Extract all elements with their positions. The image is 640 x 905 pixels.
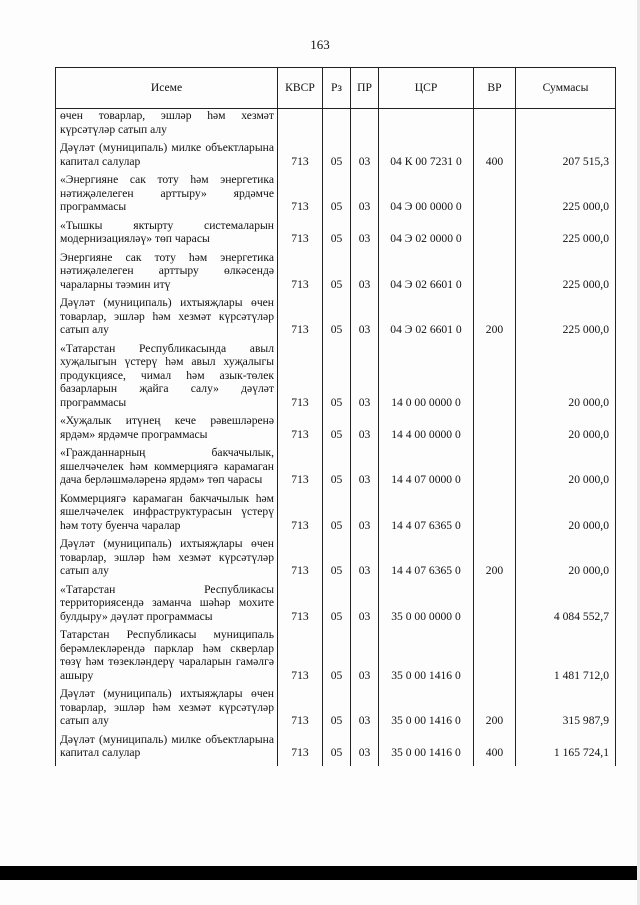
cell-vr bbox=[474, 248, 516, 294]
cell-vr bbox=[474, 170, 516, 216]
table-row bbox=[56, 138, 616, 170]
table-body bbox=[56, 109, 616, 766]
cell-sum: 20 000,0 bbox=[516, 443, 616, 489]
cell-pr: 03 bbox=[351, 580, 379, 626]
page-number: 163 bbox=[310, 37, 330, 52]
cell-vr: 200 bbox=[474, 684, 516, 730]
cell-kvsr: 713 bbox=[278, 293, 323, 339]
cell-rz: 05 bbox=[323, 248, 351, 294]
cell-csr: 35 0 00 1416 0 bbox=[379, 625, 474, 684]
table-row bbox=[56, 170, 616, 216]
cell-rz: 05 bbox=[323, 489, 351, 535]
cell-name: Дәүләт (муниципаль) ихтыяҗлары өчен товарлар, эшләр һәм хезмәт күрсәтүләр сатып алу bbox=[56, 534, 278, 580]
cell-rz: 05 bbox=[323, 625, 351, 684]
cell-pr: 03 bbox=[351, 534, 379, 580]
cell-kvsr: 713 bbox=[278, 248, 323, 294]
cell-name: «Татарстан Республикасы территориясендә заманча шәһәр мохите булдыру» дәүләт программасы bbox=[56, 580, 278, 626]
header-rz: Рз bbox=[323, 68, 351, 109]
cell-sum: 20 000,0 bbox=[516, 534, 616, 580]
cell-rz: 05 bbox=[323, 443, 351, 489]
cell-sum: 225 000,0 bbox=[516, 248, 616, 294]
cell-pr: 03 bbox=[351, 730, 379, 766]
cell-vr bbox=[474, 411, 516, 443]
cell-csr: 04 Э 00 0000 0 bbox=[379, 170, 474, 216]
cell-kvsr: 713 bbox=[278, 138, 323, 170]
cell-name: «Хуҗалык итүнең кече рәвешләренә ярдәм» ярдәмче программасы bbox=[56, 411, 278, 443]
cell-kvsr: 713 bbox=[278, 534, 323, 580]
cell-sum: 1 481 712,0 bbox=[516, 625, 616, 684]
cell-pr: 03 bbox=[351, 170, 379, 216]
cell-sum: 20 000,0 bbox=[516, 489, 616, 535]
cell-csr bbox=[379, 109, 474, 139]
cell-csr: 35 0 00 1416 0 bbox=[379, 730, 474, 766]
cell-name: «Тышкы яктырту системаларын модернизацияләү» төп чарасы bbox=[56, 216, 278, 248]
cell-csr: 04 Э 02 0000 0 bbox=[379, 216, 474, 248]
cell-rz bbox=[323, 109, 351, 139]
cell-name: «Гражданнарның бакчачылык, яшелчәчелек һәм коммерциягә карамаган дача берләшмәләренә ярдәм» төп чарасы bbox=[56, 443, 278, 489]
table-header-row bbox=[56, 68, 616, 109]
cell-vr: 200 bbox=[474, 534, 516, 580]
cell-sum: 1 165 724,1 bbox=[516, 730, 616, 766]
cell-csr: 14 4 00 0000 0 bbox=[379, 411, 474, 443]
cell-rz: 05 bbox=[323, 170, 351, 216]
header-vr: ВР bbox=[474, 68, 516, 109]
cell-pr: 03 bbox=[351, 411, 379, 443]
cell-name: Дәүләт (муниципаль) милке объектларына капитал салулар bbox=[56, 730, 278, 766]
cell-sum: 207 515,3 bbox=[516, 138, 616, 170]
cell-rz: 05 bbox=[323, 293, 351, 339]
cell-sum: 20 000,0 bbox=[516, 339, 616, 412]
cell-sum: 225 000,0 bbox=[516, 216, 616, 248]
cell-csr: 35 0 00 0000 0 bbox=[379, 580, 474, 626]
cell-kvsr: 713 bbox=[278, 443, 323, 489]
cell-rz: 05 bbox=[323, 339, 351, 412]
cell-kvsr: 713 bbox=[278, 411, 323, 443]
table-row bbox=[56, 730, 616, 766]
header-pr: ПР bbox=[351, 68, 379, 109]
cell-name: «Энергияне сак тоту һәм энергетика нәтиҗәлелеген арттыру» ярдәмче программасы bbox=[56, 170, 278, 216]
cell-kvsr: 713 bbox=[278, 170, 323, 216]
cell-rz: 05 bbox=[323, 216, 351, 248]
cell-name: Коммерциягә карамаган бакчачылык һәм яшелчәчелек инфраструктурасын үстерү һәм тоту буенча чаралар bbox=[56, 489, 278, 535]
cell-rz: 05 bbox=[323, 534, 351, 580]
table-row bbox=[56, 293, 616, 339]
cell-vr bbox=[474, 216, 516, 248]
cell-name: Дәүләт (муниципаль) милке объектларына капитал салулар bbox=[56, 138, 278, 170]
cell-name: Дәүләт (муниципаль) ихтыяҗлары өчен товарлар, эшләр һәм хезмәт күрсәтүләр сатып алу bbox=[56, 293, 278, 339]
cell-name: «Татарстан Республикасында авыл хуҗалыгын үстерү һәм авыл хуҗалыгы продукциясе, чимал һәм азык-төлек базарларын җайга салу» дәүләт программасы bbox=[56, 339, 278, 412]
table-row bbox=[56, 248, 616, 294]
cell-pr: 03 bbox=[351, 625, 379, 684]
cell-pr: 03 bbox=[351, 138, 379, 170]
table-row bbox=[56, 625, 616, 684]
cell-csr: 04 Э 02 6601 0 bbox=[379, 248, 474, 294]
cell-sum: 315 987,9 bbox=[516, 684, 616, 730]
cell-kvsr: 713 bbox=[278, 684, 323, 730]
cell-vr bbox=[474, 109, 516, 139]
cell-sum bbox=[516, 109, 616, 139]
table-row bbox=[56, 580, 616, 626]
table-row bbox=[56, 489, 616, 535]
cell-pr: 03 bbox=[351, 339, 379, 412]
cell-sum: 225 000,0 bbox=[516, 293, 616, 339]
cell-vr bbox=[474, 625, 516, 684]
cell-rz: 05 bbox=[323, 580, 351, 626]
cell-kvsr: 713 bbox=[278, 580, 323, 626]
cell-csr: 04 К 00 7231 0 bbox=[379, 138, 474, 170]
cell-pr: 03 bbox=[351, 293, 379, 339]
cell-csr: 14 4 07 0000 0 bbox=[379, 443, 474, 489]
cell-csr: 35 0 00 1416 0 bbox=[379, 684, 474, 730]
cell-rz: 05 bbox=[323, 138, 351, 170]
cell-rz: 05 bbox=[323, 411, 351, 443]
cell-sum: 20 000,0 bbox=[516, 411, 616, 443]
cell-kvsr: 713 bbox=[278, 625, 323, 684]
cell-vr: 400 bbox=[474, 138, 516, 170]
cell-vr: 200 bbox=[474, 293, 516, 339]
table-row bbox=[56, 684, 616, 730]
cell-vr bbox=[474, 489, 516, 535]
cell-csr: 14 0 00 0000 0 bbox=[379, 339, 474, 412]
cell-kvsr: 713 bbox=[278, 339, 323, 412]
cell-name: Дәүләт (муниципаль) ихтыяҗлары өчен товарлар, эшләр һәм хезмәт күрсәтүләр сатып алу bbox=[56, 684, 278, 730]
table-row bbox=[56, 339, 616, 412]
table-row bbox=[56, 534, 616, 580]
cell-sum: 4 084 552,7 bbox=[516, 580, 616, 626]
cell-vr bbox=[474, 580, 516, 626]
cell-pr: 03 bbox=[351, 443, 379, 489]
cell-csr: 14 4 07 6365 0 bbox=[379, 534, 474, 580]
cell-csr: 14 4 07 6365 0 bbox=[379, 489, 474, 535]
cell-name: Энергияне сак тоту һәм энергетика нәтиҗәлелеген арттыру өлкәсендә чараларны тәэмин итү bbox=[56, 248, 278, 294]
table-row bbox=[56, 109, 616, 139]
cell-kvsr: 713 bbox=[278, 730, 323, 766]
cell-vr bbox=[474, 443, 516, 489]
cell-pr bbox=[351, 109, 379, 139]
cell-rz: 05 bbox=[323, 684, 351, 730]
cell-rz: 05 bbox=[323, 730, 351, 766]
header-sum: Суммасы bbox=[516, 68, 616, 109]
cell-kvsr: 713 bbox=[278, 216, 323, 248]
cell-pr: 03 bbox=[351, 216, 379, 248]
cell-vr: 400 bbox=[474, 730, 516, 766]
table-row bbox=[56, 443, 616, 489]
cell-sum: 225 000,0 bbox=[516, 170, 616, 216]
cell-name: өчен товарлар, эшләр һәм хезмәт күрсәтүләр сатып алу bbox=[56, 109, 278, 139]
budget-table bbox=[55, 67, 616, 766]
cell-name: Татарстан Республикасы муниципаль берәмлекләрендә парклар һәм скверлар төзү һәм төзекләндерү чараларын гамәлгә ашыру bbox=[56, 625, 278, 684]
cell-pr: 03 bbox=[351, 684, 379, 730]
header-csr: ЦСР bbox=[379, 68, 474, 109]
table-row bbox=[56, 411, 616, 443]
cell-pr: 03 bbox=[351, 489, 379, 535]
header-name: Исеме bbox=[56, 68, 278, 109]
cell-csr: 04 Э 02 6601 0 bbox=[379, 293, 474, 339]
header-kvsr: КВСР bbox=[278, 68, 323, 109]
cell-kvsr: 713 bbox=[278, 489, 323, 535]
scan-bottom-bar bbox=[0, 866, 640, 880]
cell-vr bbox=[474, 339, 516, 412]
table-row bbox=[56, 216, 616, 248]
cell-pr: 03 bbox=[351, 248, 379, 294]
cell-kvsr bbox=[278, 109, 323, 139]
